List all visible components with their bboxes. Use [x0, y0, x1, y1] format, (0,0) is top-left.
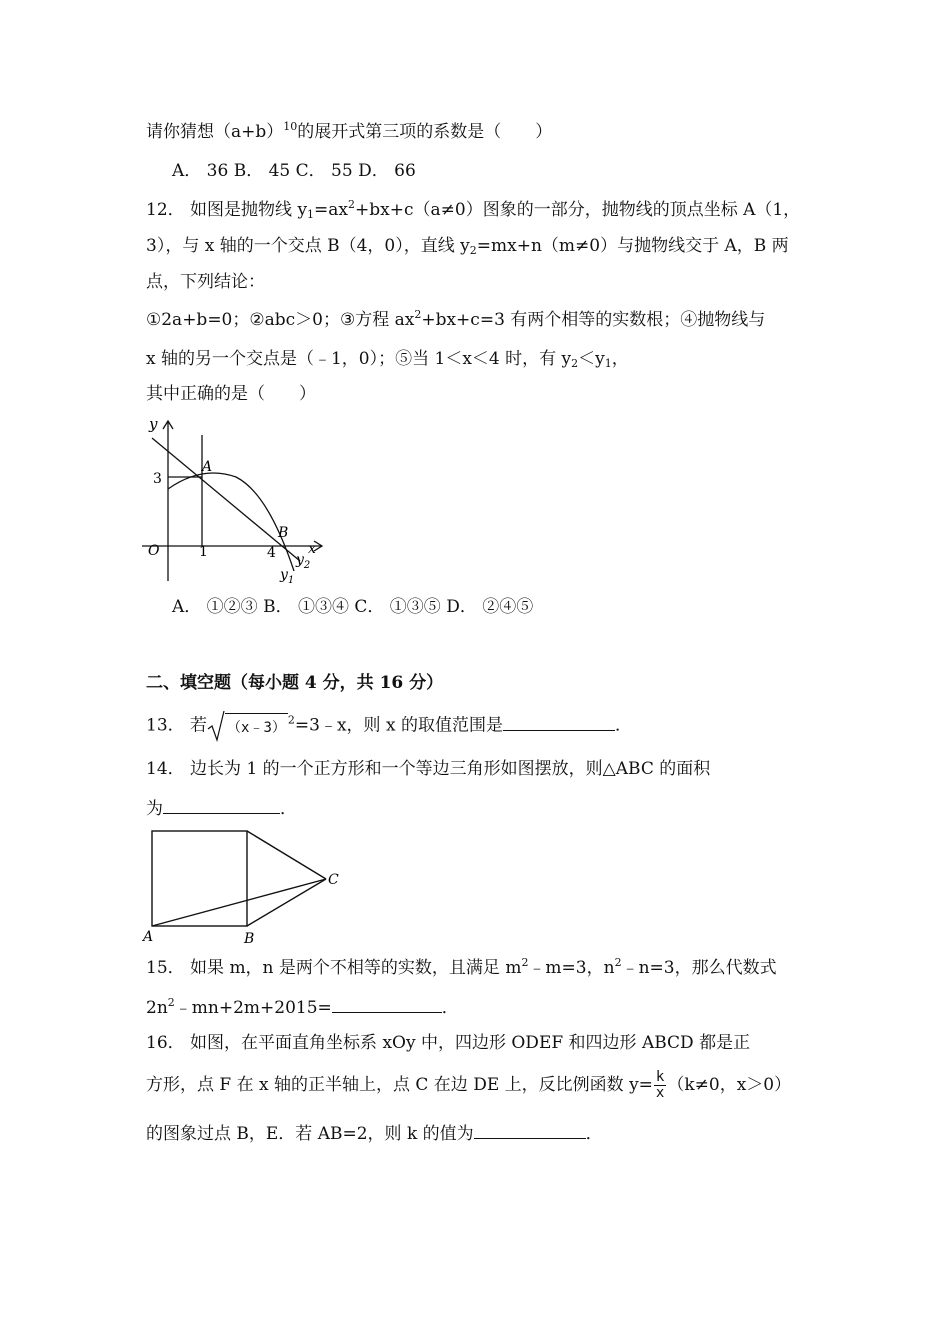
q12-options: A． ①②③ B． ①③④ C． ①③⑤ D． ②④⑤	[172, 597, 534, 617]
q11-options: A． 36 B． 45 C． 55 D． 66	[172, 161, 416, 181]
triangle-side-bottom	[247, 879, 326, 926]
q12-line-5: x 轴的另一个交点是（﹣1，0）；⑤当 1＜x＜4 时，有 $y_2<y_1$，	[146, 349, 629, 370]
radical-sign	[207, 710, 225, 742]
label-o: O	[148, 543, 160, 559]
q14-answer-blank[interactable]	[163, 795, 280, 814]
square	[152, 831, 247, 926]
label-a: A	[202, 459, 213, 475]
label-y2: $y_2$	[296, 552, 311, 571]
q16-answer-blank[interactable]	[474, 1120, 586, 1139]
q12-line-2: 3），与 x 轴的一个交点 B（4，0），直线 $y_2=mx+n(m\ne 0)$与抛物线交于 A，B 两	[146, 236, 789, 257]
q13-answer-blank[interactable]	[503, 712, 615, 731]
line-y2	[152, 438, 300, 561]
triangle-side-top	[247, 831, 326, 879]
q14-line-2: 为 ．	[146, 795, 297, 821]
label-a: A	[143, 929, 154, 945]
section-2-heading: 二、填空题（每小题 4 分，共 16 分）	[146, 673, 444, 693]
q12-line-3: 点，下列结论：	[146, 272, 265, 292]
label-b: B	[244, 931, 255, 947]
q14-line-1: 14． 边长为 1 的一个正方形和一个等边三角形如图摆放，则△ABC 的面积	[146, 759, 711, 779]
parabola-figure	[140, 413, 335, 583]
q16-line-2: 方形，点 F 在 x 轴的正半轴上，点 C 在边 DE 上，反比例函数 y= $\frac{k}{x}$ （k≠0，x＞0）	[146, 1069, 792, 1101]
label-c: C	[328, 872, 339, 888]
q11-stem: 请你猜想$(a+b)^{10}$的展开式第三项的系数是（ ）	[146, 120, 553, 142]
q15-line-2: $2n^2﹣mn+2m+2015=$ ．	[146, 996, 459, 1018]
label-y: y	[149, 415, 158, 433]
label-4: 4	[267, 545, 276, 561]
label-1: 1	[199, 544, 208, 560]
fraction-k-over-x: $\frac{k}{x}$	[655, 1069, 665, 1101]
q16-line-3: 的图象过点 B，E．若 AB=2，则 k 的值为 ．	[146, 1120, 603, 1146]
q12-line-4: ①2a+b=0；②abc＞0；③方程 $ax^2+bx+c=3$ 有两个相等的实数根；④抛物线与	[146, 308, 766, 330]
q15-line-1: 15． 如果 m，n 是两个不相等的实数，且满足 $m^2﹣m=3$，$n^2﹣n=3$，那么代数式	[146, 956, 777, 978]
label-y1: $y_1$	[280, 567, 295, 583]
segment-ac	[152, 879, 326, 926]
q16-line-1: 16． 如图，在平面直角坐标系 xOy 中，四边形 ODEF 和四边形 ABCD 都是正	[146, 1033, 751, 1053]
q12-line-6: 其中正确的是（ ）	[146, 384, 316, 404]
q13-line: 13． 若 （x﹣3） $^2$=3﹣x，则 x 的取值范围是 ．	[146, 710, 632, 742]
label-b: B	[278, 525, 289, 541]
q13-radicand: （x﹣3）	[225, 713, 288, 740]
q15-answer-blank[interactable]	[332, 994, 442, 1013]
square-triangle-figure	[140, 823, 345, 948]
q12-line-1: 12． 如图是抛物线 $y_1=ax^2+bx+c(a\ne 0)$图象的一部分，抛物线的顶点坐标 A（1，	[146, 198, 801, 221]
label-x: x	[308, 541, 316, 557]
label-3: 3	[153, 471, 162, 487]
